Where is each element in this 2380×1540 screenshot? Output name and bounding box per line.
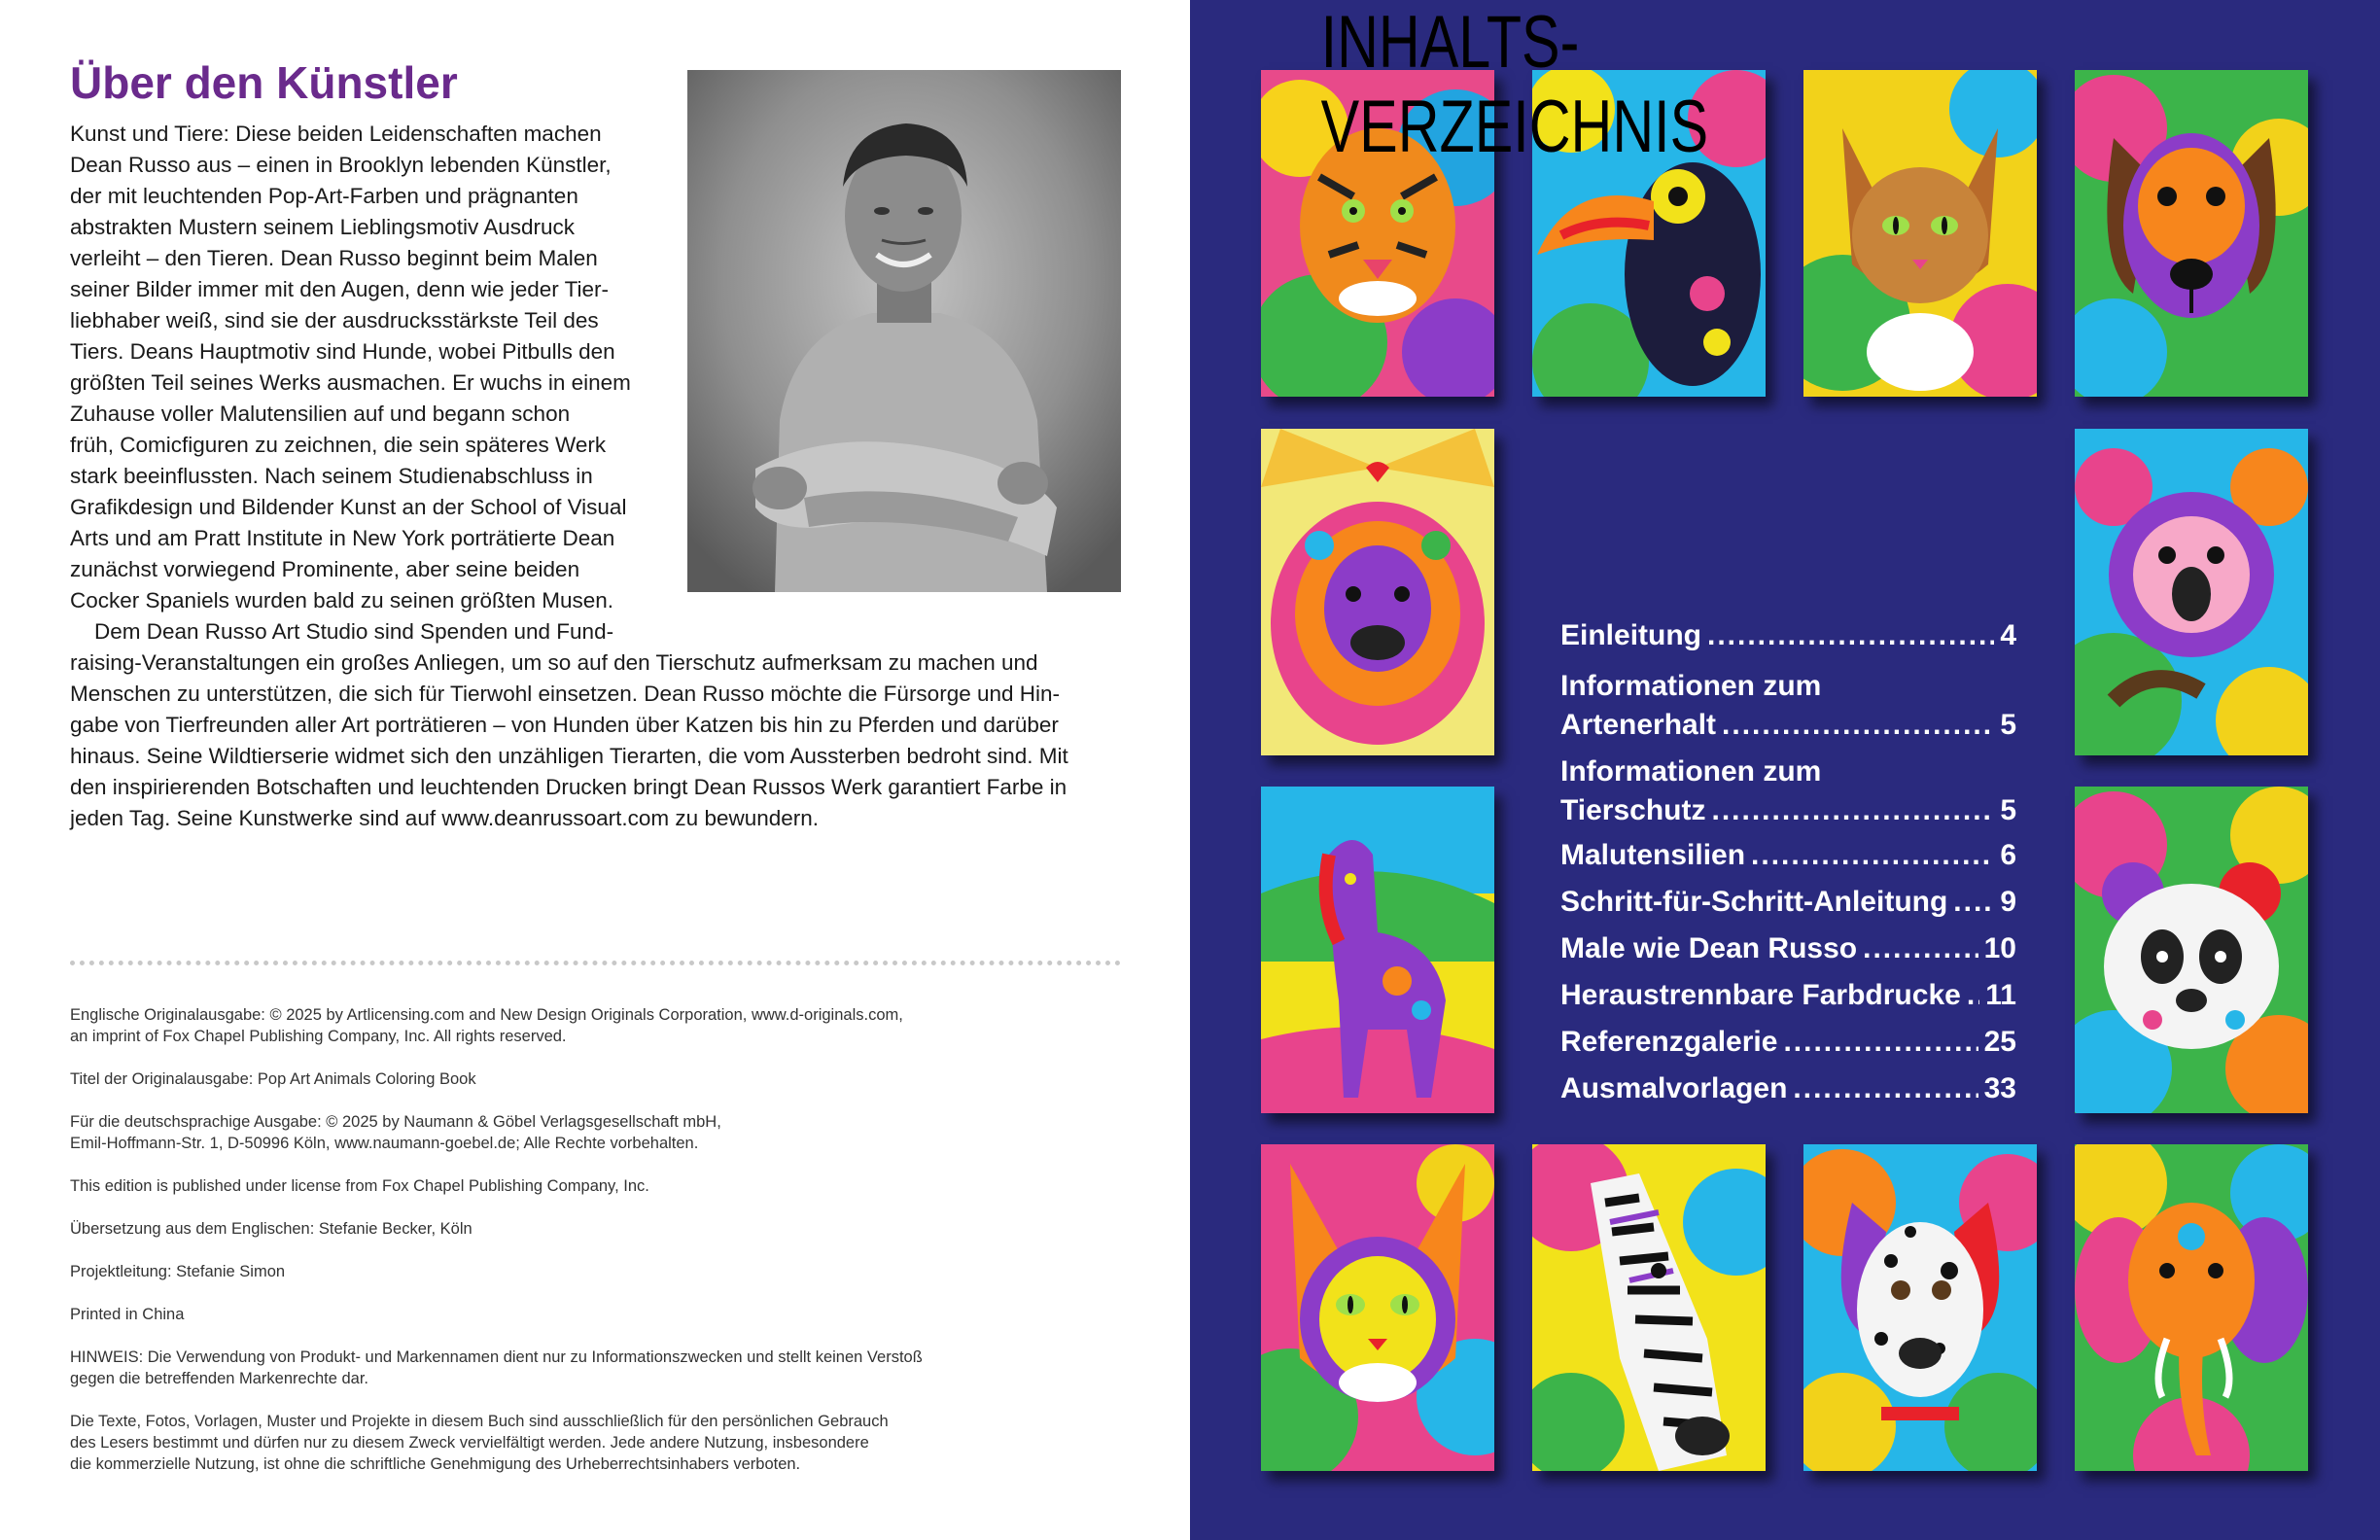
imprint-line: Übersetzung aus dem Englischen: Stefanie Becker, Köln [70, 1220, 472, 1238]
bio-line: gabe von Tierfreunden aller Art porträtieren – von Hunden über Katzen bis hin zu Pferden und darüber [70, 713, 1059, 737]
imprint-line: HINWEIS: Die Verwendung von Produkt- und Markennamen dient nur zu Informationszwecken und stellt keinen Verstoß [70, 1348, 923, 1366]
bio-line: Tiers. Deans Hauptmotiv sind Hunde, wobei Pitbulls den [70, 339, 615, 364]
imprint-line: des Lesers bestimmt und dürfen nur zu diesem Zweck vervielfältigt werden. Jede andere Nutzung, insbesondere [70, 1434, 869, 1452]
panda-artwork [2075, 787, 2308, 1113]
imprint-line: die kommerzielle Nutzung, ist ohne die schriftliche Genehmigung des Urheberrechtsinhabers verboten. [70, 1455, 801, 1473]
toc-entry[interactable] [1560, 836, 2016, 875]
toc-title-line1: INHALTS- [1320, 1, 1580, 84]
bio-line: stark beeinflussten. Nach seinem Studienabschluss in [70, 464, 593, 488]
bio-line: raising-Veranstaltungen ein großes Anliegen, um so auf den Tierschutz aufmerksam zu machen und [70, 650, 1038, 675]
toc-entry-label: Schritt-für-Schritt-Anleitung [1560, 886, 1948, 918]
toc-entry-label: Einleitung [1560, 619, 1701, 651]
bio-line: Dem Dean Russo Art Studio sind Spenden und Fund- [70, 619, 614, 644]
chow-chow-artwork [1261, 429, 1494, 755]
bio-line: jeden Tag. Seine Kunstwerke sind auf www.deanrussoart.com zu bewundern. [70, 806, 820, 830]
toc-leader-dots [1707, 616, 1994, 655]
toc-entry-label: Malutensilien [1560, 839, 1746, 871]
artist-portrait-photo [687, 70, 1121, 592]
imprint-line: gegen die betreffenden Markenrechte dar. [70, 1370, 368, 1387]
toc-entry-page: 4 [2000, 619, 2016, 651]
toc-entry-page: 33 [1983, 1072, 2016, 1104]
toc-entry-label-line1: Informationen zum [1560, 755, 1822, 788]
bio-line: Dean Russo aus – einen in Brooklyn lebenden Künstler, [70, 153, 612, 177]
toc-leader-dots [1967, 976, 1979, 1015]
horse-artwork [1261, 787, 1494, 1113]
imprint-line: Für die deutschsprachige Ausgabe: © 2025 by Naumann & Göbel Verlagsgesellschaft mbH, [70, 1113, 721, 1131]
toc-entry-page: 10 [1983, 932, 2016, 964]
maine-coon-artwork [1261, 1144, 1494, 1471]
bio-line: größten Teil seines Werks ausmachen. Er wuchs in einem [70, 370, 631, 395]
bio-line: hinaus. Seine Wildtierserie widmet sich den unzähligen Tierarten, die vom Aussterben bedroht sind. Mit [70, 744, 1068, 768]
toc-entry-page: 9 [2000, 886, 2016, 918]
toc-entry-label: Referenzgalerie [1560, 1026, 1778, 1058]
elephant-artwork [2075, 1144, 2308, 1471]
toc-leader-dots [1722, 706, 1994, 745]
toc-entry[interactable] [1560, 976, 2016, 1015]
toc-leader-dots [1863, 929, 1978, 968]
toc-leader-dots [1712, 791, 1995, 830]
zebra-artwork [1532, 1144, 1766, 1471]
toc-entry[interactable] [1560, 1069, 2016, 1108]
bio-line: Kunst und Tiere: Diese beiden Leidenschaften machen [70, 122, 602, 146]
koala-artwork [2075, 429, 2308, 755]
imprint-line: This edition is published under license from Fox Chapel Publishing Company, Inc. [70, 1177, 649, 1195]
bio-line: Grafikdesign und Bildender Kunst an der School of Visual [70, 495, 627, 519]
toc-leader-dots [1783, 1023, 1978, 1062]
toc-entry-label: Male wie Dean Russo [1560, 932, 1858, 964]
toc-title-line2: VERZEICHNIS [1320, 86, 1709, 168]
about-title: Über den Künstler [70, 57, 458, 108]
toc-entry-label: Heraustrennbare Farbdrucke [1560, 979, 1961, 1011]
bio-line: der mit leuchtenden Pop-Art-Farben und prägnanten [70, 184, 578, 208]
toc-entry-page: 5 [2000, 709, 2016, 741]
toc-entry-label-line1: Informationen zum [1560, 670, 1822, 702]
imprint-line: Emil-Hoffmann-Str. 1, D-50996 Köln, www.naumann-goebel.de; Alle Rechte vorbehalten. [70, 1135, 699, 1152]
right-page [1190, 0, 2380, 1540]
toc-entry-label: Tierschutz [1560, 794, 1706, 826]
imprint-line: Printed in China [70, 1306, 185, 1323]
toc-entry[interactable] [1560, 616, 2016, 655]
toc-entry-page: 25 [1983, 1026, 2016, 1058]
toc-leader-dots [1793, 1069, 1978, 1108]
dotted-divider [70, 961, 1121, 965]
imprint-line: Titel der Originalausgabe: Pop Art Animals Coloring Book [70, 1070, 476, 1088]
bio-line: zunächst vorwiegend Prominente, aber seine beiden [70, 557, 580, 581]
toc-entry-page: 6 [2000, 839, 2016, 871]
toc-entry[interactable] [1560, 667, 2016, 745]
bio-line: früh, Comicfiguren zu zeichnen, die sein späteres Werk [70, 433, 607, 457]
toc-leader-dots [1751, 836, 1994, 875]
toc-entry-label: Artenerhalt [1560, 709, 1717, 741]
bio-line: Arts und am Pratt Institute in New York porträtierte Dean [70, 526, 615, 550]
toc-leader-dots [1953, 883, 1994, 922]
imprint-line: Englische Originalausgabe: © 2025 by Artlicensing.com and New Design Originals Corporation, www.d-originals.com, [70, 1006, 903, 1024]
toc-entry-page: 11 [1985, 979, 2016, 1011]
bio-line: abstrakten Mustern seinem Lieblingsmotiv Ausdruck [70, 215, 575, 239]
toc-entry[interactable] [1560, 929, 2016, 968]
bio-line: liebhaber weiß, sind sie der ausdrucksstärkste Teil des [70, 308, 599, 332]
toc-entry[interactable] [1560, 1023, 2016, 1062]
imprint-line: an imprint of Fox Chapel Publishing Company, Inc. All rights reserved. [70, 1028, 567, 1045]
bio-line: verleiht – den Tieren. Dean Russo beginnt beim Malen [70, 246, 598, 270]
bio-line: Menschen zu unterstützen, die sich für Tierwohl einsetzen. Dean Russo möchte die Fürsorge und Hin- [70, 682, 1061, 706]
bio-line: seiner Bilder immer mit den Augen, denn wie jeder Tier- [70, 277, 610, 301]
bio-line: Cocker Spaniels wurden bald zu seinen größten Musen. [70, 588, 614, 612]
dalmatian-artwork [1803, 1144, 2037, 1471]
imprint-line: Die Texte, Fotos, Vorlagen, Muster und Projekte in diesem Buch sind ausschließlich für den persönlichen Gebrauch [70, 1413, 889, 1430]
bio-line: Zuhause voller Malutensilien auf und begann schon [70, 402, 571, 426]
imprint-line: Projektleitung: Stefanie Simon [70, 1263, 286, 1280]
toc-entry-label: Ausmalvorlagen [1560, 1072, 1788, 1104]
toc-entry[interactable] [1560, 752, 2016, 830]
bio-line: den inspirierenden Botschaften und leuchtenden Drucken bringt Dean Russos Werk garantiert Farbe in [70, 775, 1068, 799]
toc-entry-page: 5 [2000, 794, 2016, 826]
toc-entry[interactable] [1560, 883, 2016, 922]
